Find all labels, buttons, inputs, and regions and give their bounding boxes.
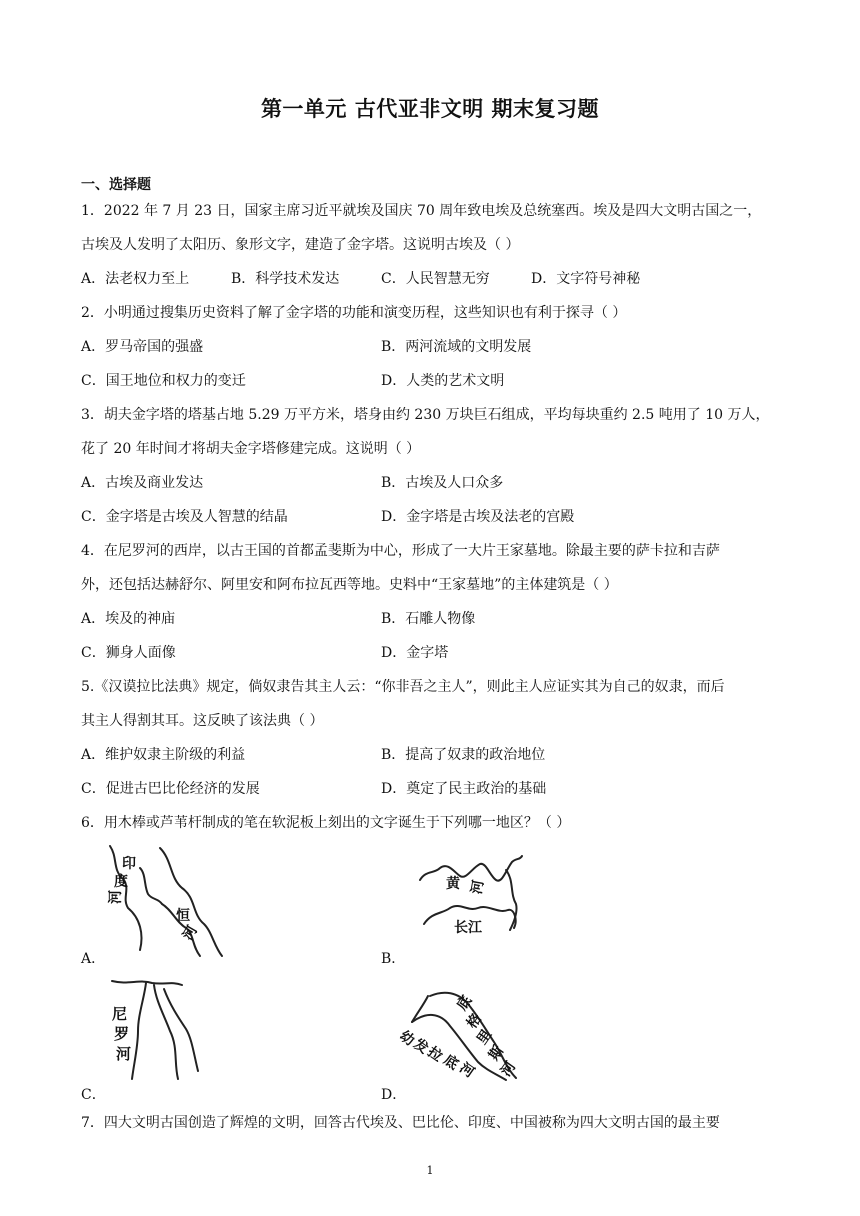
q5-stem-line2: 其主人得割其耳。这反映了该法典（ ）	[81, 713, 324, 729]
q1-option-c: C．人民智慧无穷	[381, 271, 490, 287]
q4-option-d: D．金字塔	[381, 645, 449, 661]
map-d-tigris-5: 河	[498, 1058, 520, 1080]
map-d-euphrates-2: 发	[410, 1036, 432, 1058]
map-a-indus-river	[140, 868, 162, 904]
map-c-label-2: 罗	[114, 1025, 130, 1043]
q6-option-a: A．	[81, 951, 106, 967]
q3-option-a: A．古埃及商业发达	[81, 475, 204, 491]
map-b-label-3: 长江	[454, 920, 482, 936]
map-b-label-1: 黄	[446, 876, 460, 892]
map-c-nile	[108, 975, 208, 1085]
q5-stem-line1: 5.《汉谟拉比法典》规定，倘奴隶告其主人云：“你非吾之主人”，则此主人应证实其为自己的奴隶，而后	[81, 679, 725, 695]
q4-stem-line2: 外，还包括达赫舒尔、阿里安和阿布拉瓦西等地。史料中“王家墓地”的主体建筑是（ ）	[81, 577, 618, 593]
map-c-label-1: 尼	[112, 1005, 128, 1023]
q6-stem-line1: 6．用木棒或芦苇杆制成的笔在软泥板上刻出的文字诞生于下列哪一地区？（ ）	[81, 815, 571, 831]
q7-stem-line1: 7．四大文明古国创造了辉煌的文明，回答古代埃及、巴比伦、印度、中国被称为四大文明古国的最主要	[81, 1115, 720, 1131]
map-d-euphrates-3: 拉	[424, 1044, 446, 1066]
q2-stem-line1: 2．小明通过搜集历史资料了解了金字塔的功能和演变历程，这些知识也有利于探寻（ ）	[81, 305, 627, 321]
map-d-euphrates-5: 河	[456, 1060, 478, 1082]
map-a-label-1: 印	[122, 856, 136, 872]
map-d-tigris-3: 里	[474, 1026, 496, 1048]
map-c-label-3: 河	[116, 1045, 132, 1063]
map-a-label-2: 度	[114, 874, 128, 890]
q2-option-b: B．两河流域的文明发展	[381, 339, 532, 355]
map-b-yellow-river	[420, 856, 522, 881]
page-number: 1	[426, 1164, 434, 1177]
section-heading: 一、选择题	[81, 177, 151, 193]
q4-option-a: A．埃及的神庙	[81, 611, 176, 627]
q4-option-c: C．狮身人面像	[81, 645, 176, 661]
q2-option-a: A．罗马帝国的强盛	[81, 339, 204, 355]
q5-option-b: B．提高了奴隶的政治地位	[381, 747, 546, 763]
q5-option-d: D．奠定了民主政治的基础	[381, 781, 547, 797]
map-d-mesopotamia	[398, 982, 528, 1087]
q3-stem-line1: 3．胡夫金字塔的塔基占地 5.29 万平方米，塔身由约 230 万块巨石组成，平均每块重约 2.5 吨用了 10 万人，	[81, 407, 770, 423]
q4-option-b: B．石雕人物像	[381, 611, 476, 627]
map-c-nile-west-bank	[132, 983, 146, 1079]
map-a-label-3: 河	[108, 890, 124, 904]
q6-option-d: D．	[381, 1087, 407, 1103]
map-a-label-5: 河	[180, 923, 201, 944]
q1-stem-line1: 1．2022 年 7 月 23 日，国家主席习近平就埃及国庆 70 周年致电埃及总统塞西。埃及是四大文明古国之一，	[81, 203, 762, 219]
q5-option-a: A．维护奴隶主阶级的利益	[81, 747, 246, 763]
q1-stem-line2: 古埃及人发明了太阳历、象形文字，建造了金字塔。这说明古埃及（ ）	[81, 237, 520, 253]
q3-option-d: D．金字塔是古埃及法老的宫殿	[381, 509, 575, 525]
map-d-tigris-2: 格	[464, 1010, 486, 1032]
q3-option-c: C．金字塔是古埃及人智慧的结晶	[81, 509, 288, 525]
q3-option-b: B．古埃及人口众多	[381, 475, 504, 491]
map-d-euphrates-1: 幼	[396, 1028, 418, 1050]
map-a-indus-ganges	[100, 838, 230, 963]
page-title: 第一单元 古代亚非文明 期末复习题	[260, 97, 600, 121]
q6-option-b: B．	[381, 951, 406, 967]
q1-option-b: B．科学技术发达	[231, 271, 340, 287]
q3-stem-line2: 花了 20 年时间才将胡夫金字塔修建完成。这说明（ ）	[81, 441, 421, 457]
map-d-tigris-1: 底	[454, 992, 476, 1014]
q4-stem-line1: 4．在尼罗河的西岸，以古王国的首都孟斐斯为中心，形成了一大片王家墓地。除最主要的萨卡拉和吉萨	[81, 543, 720, 559]
q2-option-c: C．国王地位和权力的变迁	[81, 373, 246, 389]
q1-option-a: A．法老权力至上	[81, 271, 190, 287]
map-b-label-2: 河	[468, 878, 488, 896]
q6-option-c: C．	[81, 1087, 106, 1103]
map-c-nile-east-bank	[154, 985, 178, 1079]
q5-option-c: C．促进古巴比伦经济的发展	[81, 781, 260, 797]
q1-option-d: D．文字符号神秘	[531, 271, 641, 287]
q2-option-d: D．人类的艺术文明	[381, 373, 505, 389]
map-d-euphrates-4: 底	[440, 1052, 462, 1074]
map-a-label-4: 恒	[176, 908, 190, 924]
map-d-tigris-4: 斯	[486, 1042, 508, 1064]
map-b-yellow-yangtze	[410, 850, 530, 945]
